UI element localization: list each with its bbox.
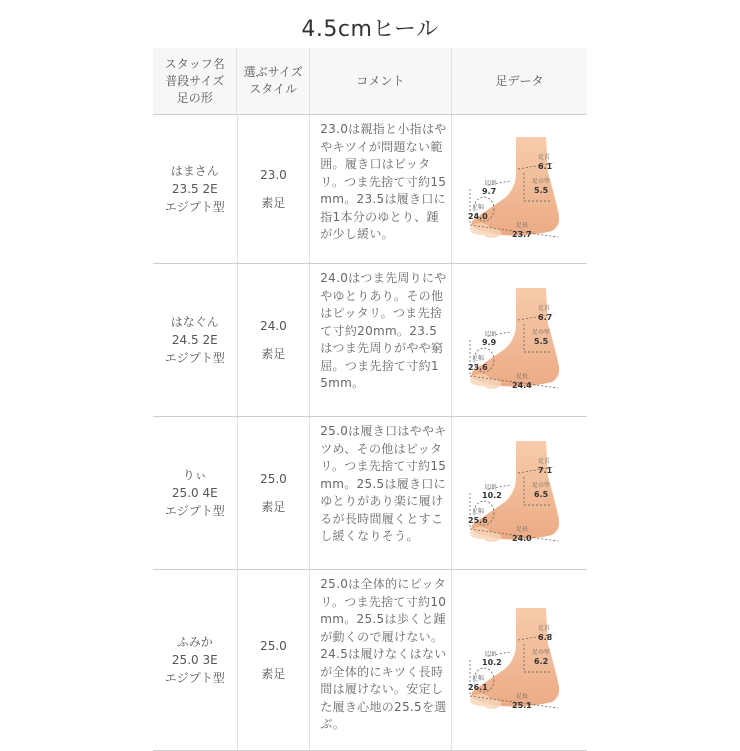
chosen-size: 25.0 xyxy=(260,471,287,486)
height-value: 6.5 xyxy=(534,490,549,499)
width-value: 26.1 xyxy=(468,683,489,692)
header-foot-data: 足データ xyxy=(451,48,587,114)
width-label: 足幅 xyxy=(472,508,485,515)
staff-name: ふみか xyxy=(176,635,213,649)
instep-height-label: 足の甲 xyxy=(532,649,551,656)
length-label: 足長 xyxy=(516,373,529,380)
usual-size: 25.0 4E xyxy=(171,486,218,500)
foot-data-cell xyxy=(451,570,587,750)
length-value: 25.1 xyxy=(512,701,533,710)
length-value: 24.0 xyxy=(512,534,533,543)
staff-name: りぃ xyxy=(182,468,207,482)
foot-illustration xyxy=(458,437,580,549)
usual-size: 25.0 3E xyxy=(171,653,218,667)
staff-cell xyxy=(153,570,237,750)
style: 素足 xyxy=(261,666,286,681)
size-cell xyxy=(237,570,310,750)
comment-cell: 25.0は履き口はややキツめ、その他はピッタリ。つま先捨て寸約15mm。25.5は履き口にゆとりがあり楽に履けるが長時間履くとすこし緩くなりそう。 xyxy=(309,417,450,569)
usual-size: 23.5 2E xyxy=(171,182,218,196)
staff-cell xyxy=(153,115,237,263)
length-label: 足長 xyxy=(516,222,529,229)
instep-height-label: 足の甲 xyxy=(532,329,551,336)
staff-name: はまさん xyxy=(170,164,219,178)
instep-label: 足囲 xyxy=(484,180,497,187)
table-row-3 xyxy=(153,417,587,570)
width-value: 25.6 xyxy=(468,516,489,525)
length-label: 足長 xyxy=(516,693,529,700)
instep-value: 10.2 xyxy=(482,658,503,667)
size-comparison-table xyxy=(153,48,587,751)
ankle-label: 足首 xyxy=(538,625,551,632)
instep-label: 足囲 xyxy=(484,331,497,338)
instep-value: 9.9 xyxy=(482,338,497,347)
height-value: 5.5 xyxy=(534,337,549,346)
table-row-4 xyxy=(153,570,587,751)
width-value: 24.0 xyxy=(468,212,489,221)
instep-value: 10.2 xyxy=(482,491,503,500)
instep-height-label: 足の甲 xyxy=(532,178,551,185)
table-row-2 xyxy=(153,264,587,417)
foot-illustration xyxy=(458,133,580,245)
foot-data-cell xyxy=(451,264,587,416)
foot-data-cell xyxy=(451,417,587,569)
staff-cell xyxy=(153,264,237,416)
width-label: 足幅 xyxy=(472,675,485,682)
top-value: 6.1 xyxy=(538,162,553,171)
foot-shape: エジプト型 xyxy=(164,671,225,685)
chosen-size: 24.0 xyxy=(260,318,287,333)
ankle-label: 足首 xyxy=(538,305,551,312)
foot-shape: エジプト型 xyxy=(164,504,225,518)
width-label: 足幅 xyxy=(472,204,485,211)
size-cell xyxy=(237,417,310,569)
instep-height-label: 足の甲 xyxy=(532,482,551,489)
foot-shape: エジプト型 xyxy=(164,351,225,365)
comment-cell: 25.0は全体的にピッタリ。つま先捨て寸約10mm。25.5は歩くと踵が動くので履けない。24.5は履けなくはないが全体的にキツく長時間は履けない。安定した履き心地の25.5を選ぶ。 xyxy=(309,570,450,750)
style: 素足 xyxy=(261,346,286,361)
table-header xyxy=(153,48,587,115)
top-value: 6.7 xyxy=(538,313,553,322)
style: 素足 xyxy=(261,195,286,210)
foot-illustration xyxy=(458,604,580,716)
comment-cell: 24.0はつま先周りにややゆとりあり。その他はピッタリ。つま先捨て寸約20mm。23.5はつま先周りがやや窮屈。つま先捨て寸約15mm。 xyxy=(309,264,450,416)
instep-label: 足囲 xyxy=(484,484,497,491)
usual-size: 24.5 2E xyxy=(171,333,218,347)
comment-cell: 23.0は親指と小指はややキツイが問題ない範囲。履き口はピッタリ。つま先捨て寸約15mm。23.5は履き口に指1本分のゆとり、踵が少し緩い。 xyxy=(309,115,450,263)
height-value: 6.2 xyxy=(534,657,549,666)
height-value: 5.5 xyxy=(534,186,549,195)
width-label: 足幅 xyxy=(472,355,485,362)
foot-data-cell xyxy=(451,115,587,263)
page-title: 4.5cmヒール xyxy=(301,17,439,42)
ankle-label: 足首 xyxy=(538,154,551,161)
style: 素足 xyxy=(261,499,286,514)
size-cell xyxy=(237,115,310,263)
width-value: 23.6 xyxy=(468,363,489,372)
foot-shape: エジプト型 xyxy=(164,200,225,214)
header-comment: コメント xyxy=(309,48,451,114)
top-value: 6.8 xyxy=(538,633,553,642)
staff-name: はなぐん xyxy=(170,315,219,329)
length-value: 24.4 xyxy=(512,381,533,390)
top-value: 7.1 xyxy=(538,466,553,475)
foot-illustration xyxy=(458,284,580,396)
chosen-size: 25.0 xyxy=(260,638,287,653)
instep-label: 足囲 xyxy=(484,651,497,658)
ankle-label: 足首 xyxy=(538,458,551,465)
instep-value: 9.7 xyxy=(482,187,497,196)
length-value: 23.7 xyxy=(512,230,533,239)
table-row-1 xyxy=(153,115,587,264)
staff-cell xyxy=(153,417,237,569)
header-size: 選ぶサイズ スタイル xyxy=(236,48,309,114)
header-staff: スタッフ名 普段サイズ 足の形 xyxy=(164,56,225,105)
size-cell xyxy=(237,264,310,416)
length-label: 足長 xyxy=(516,526,529,533)
chosen-size: 23.0 xyxy=(260,167,287,182)
